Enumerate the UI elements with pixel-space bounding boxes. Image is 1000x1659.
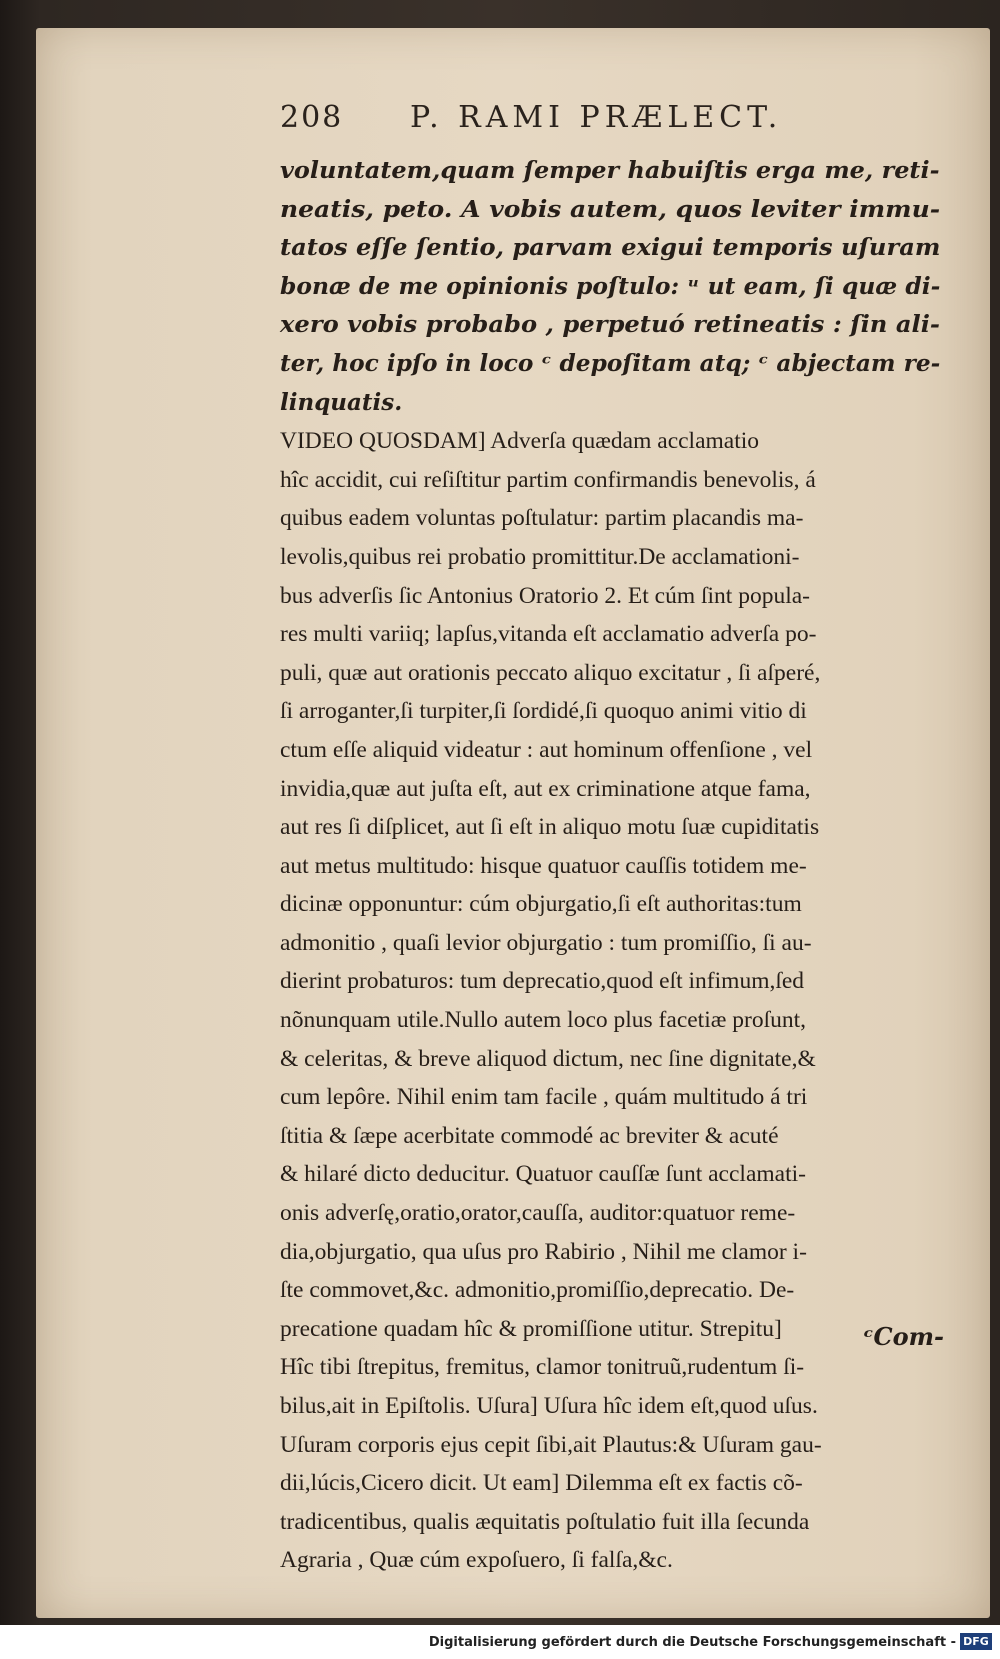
text-line: Hîc tibi ſtrepitus, fremitus, clamor tonitruũ,rudentum ſi- — [280, 1354, 805, 1381]
text-line: linquatis. — [280, 388, 403, 416]
text-line: precatione quadam hîc & promiſſione utitur. Strepitu] — [280, 1315, 782, 1342]
text-line: bus adverſis ſic Antonius Oratorio 2. Et cúm ſint popula- — [280, 582, 810, 609]
text-line: neatis, peto. A vobis autem, quos leviter immu- — [280, 195, 941, 223]
dfg-logo: DFG — [960, 1633, 992, 1650]
text-line: admonitio , quaſi levior objurgatio : tum promiſſio, ſi au- — [280, 929, 812, 956]
text-line: res multi variiq; lapſus,vitanda eſt acclamatio adverſa po- — [280, 621, 817, 648]
catchword: ᶜCom- — [863, 1322, 944, 1351]
text-line: bilus,ait in Epiſtolis. Uſura] Uſura hîc idem eſt,quod uſus. — [280, 1393, 818, 1419]
text-line: puli, quæ aut orationis peccato aliquo excitatur , ſi aſperé, — [280, 659, 821, 686]
text-line: ſi arroganter,ſi turpiter,ſi ſordidé,ſi quoquo animi vitio di — [280, 698, 807, 725]
text-line: dierint probaturos: tum deprecatio,quod eſt infimum,ſed — [280, 968, 805, 995]
running-title: P. RAMI PRÆLECT. — [410, 100, 783, 135]
text-line: voluntatem,quam ſemper habuiſtis erga me, reti- — [280, 157, 940, 184]
italic-passage — [280, 152, 940, 422]
text-line: & celeritas, & breve aliquod dictum, nec ſine dignitate,& — [280, 1045, 816, 1072]
text-line: Agraria , Quæ cúm expoſuero, ſi falſa,&c. — [280, 1547, 673, 1574]
text-line: tradicentibus, qualis æquitatis poſtulatio fuit illa ſecunda — [280, 1508, 810, 1535]
text-line: invidia,quæ aut juſta eſt, aut ex criminatione atque fama, — [280, 775, 811, 802]
text-line: ſte commovet,&c. admonitio,promiſſio,deprecatio. De- — [280, 1277, 795, 1304]
text-line: aut metus multitudo: hisque quatuor cauſſis totidem me- — [280, 852, 807, 879]
running-head — [280, 100, 940, 140]
page-number: 208 — [280, 100, 344, 135]
text-line: hîc accidit, cui reſiſtitur partim confirmandis benevolis, á — [280, 466, 816, 493]
text-line: tatos eſſe ſentio, parvam exigui temporis uſuram — [280, 234, 941, 262]
commentary-passage — [280, 422, 940, 1580]
text-line: onis adverſę,oratio,orator,cauſſa, auditor:quatuor reme- — [280, 1200, 796, 1227]
footer-bar — [0, 1625, 1000, 1659]
text-line: quibus eadem voluntas poſtulatur: partim placandis ma- — [280, 505, 804, 532]
text-line: cum lepôre. Nihil enim tam facile , quám multitudo á tri — [280, 1084, 808, 1111]
text-line: dicinæ opponuntur: cúm objurgatio,ſi eſt authoritas:tum — [280, 891, 802, 918]
text-line: ſtitia & ſæpe acerbitate commodé ac breviter & acuté — [280, 1122, 779, 1149]
funding-credit: Digitalisierung gefördert durch die Deutsche Forschungsgemeinschaft - — [428, 1635, 956, 1650]
text-line: bonæ de me opinionis poſtulo: ᵘ ut eam, ſi quæ di- — [280, 272, 941, 300]
text-line: ter, hoc ipſo in loco ᶜ depoſitam atq; ᶜ abjectam re- — [280, 349, 941, 377]
text-line: dii,lúcis,Cicero dicit. Ut eam] Dilemma eſt ex factis cõ- — [280, 1470, 803, 1497]
text-line: nõnunquam utile.Nullo autem loco plus facetiæ proſunt, — [280, 1007, 807, 1034]
text-line: dia,objurgatio, qua uſus pro Rabirio , Nihil me clamor i- — [280, 1238, 807, 1265]
text-line: ctum eſſe aliquid videatur : aut hominum offenſione , vel — [280, 736, 813, 763]
text-line: levolis,quibus rei probatio promittitur.De acclamationi- — [280, 543, 800, 570]
text-line: xero vobis probabo , perpetuó retineatis : ſin ali- — [280, 311, 940, 339]
text-line: VIDEO QUOSDAM] Adverſa quædam acclamatio — [280, 428, 760, 455]
text-line: aut res ſi diſplicet, aut ſi eſt in aliquo motu ſuæ cupiditatis — [280, 814, 820, 841]
text-line: & hilaré dicto deducitur. Quatuor cauſſæ ſunt acclamati- — [280, 1161, 806, 1188]
text-block — [280, 152, 940, 1580]
text-line: Uſuram corporis ejus cepit ſibi,ait Plautus:& Uſuram gau- — [280, 1431, 822, 1458]
